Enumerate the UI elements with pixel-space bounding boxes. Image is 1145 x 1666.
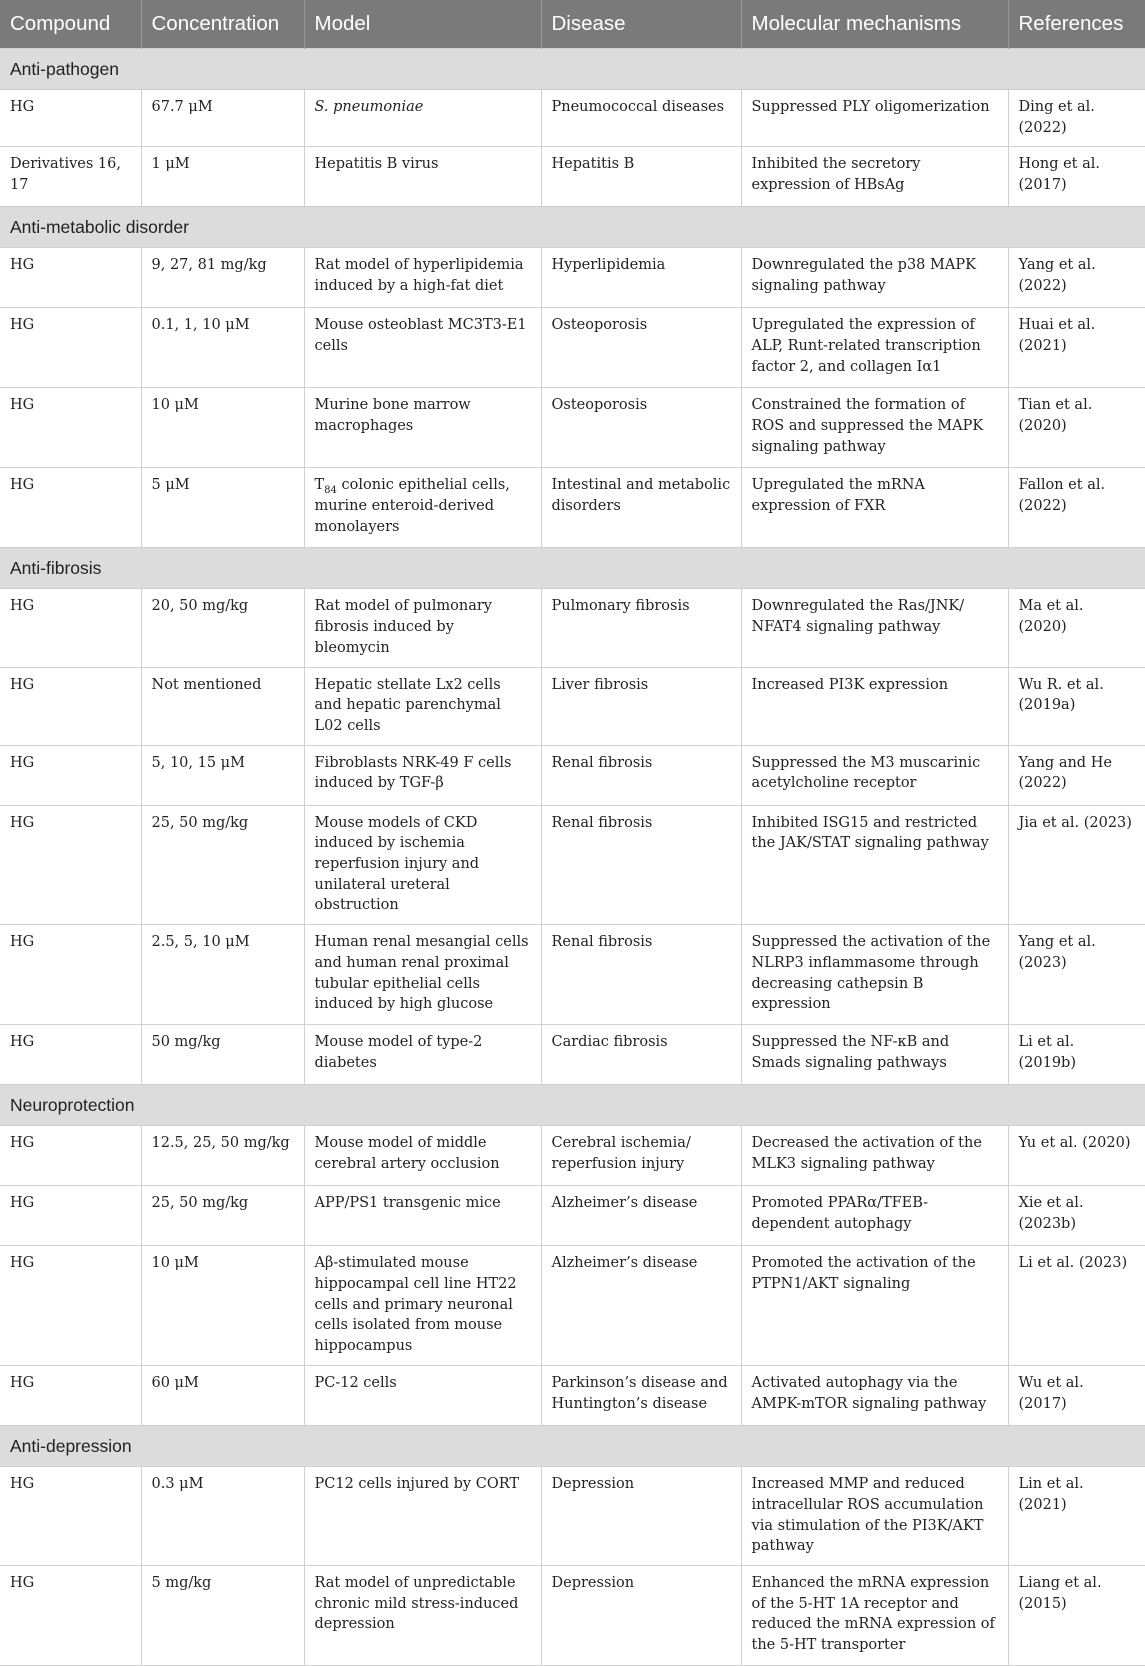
cell-reference: Li et al. (2023) (1008, 1246, 1145, 1366)
cell-reference: Liang et al. (2015) (1008, 1565, 1145, 1665)
cell-compound: HG (0, 90, 141, 147)
cell-model: Murine bone marrow macrophages (304, 388, 541, 468)
table-row (0, 925, 1145, 1025)
cell-mechanism: Enhanced the mRNA expression of the 5-HT 1A receptor and reduced the mRNA expression of the 5-HT transporter (741, 1565, 1008, 1665)
cell-reference: Jia et al. (2023) (1008, 805, 1145, 925)
cell-model: PC-12 cells (304, 1366, 541, 1426)
cell-model: Fibroblasts NRK-49 F cells induced by TGF-β (304, 745, 541, 805)
cell-compound: HG (0, 1025, 141, 1085)
table-row (0, 1565, 1145, 1665)
cell-compound: HG (0, 308, 141, 388)
cell-reference: Huai et al. (2021) (1008, 308, 1145, 388)
cell-reference: Yang et al. (2023) (1008, 925, 1145, 1025)
cell-compound: HG (0, 248, 141, 308)
section-label: Anti-pathogen (0, 49, 1145, 90)
cell-model: Human renal mesangial cells and human renal proximal tubular epithelial cells induced by high glucose (304, 925, 541, 1025)
cell-compound: HG (0, 805, 141, 925)
cell-reference: Wu R. et al. (2019a) (1008, 667, 1145, 745)
cell-model: S. pneumoniae (304, 90, 541, 147)
cell-compound: HG (0, 468, 141, 548)
table-row (0, 805, 1145, 925)
cell-concentration: 67.7 μM (141, 90, 304, 147)
cell-disease: Intestinal and metabolic disorders (541, 468, 741, 548)
cell-model: Mouse model of type-2 diabetes (304, 1025, 541, 1085)
cell-model: Hepatitis B virus (304, 147, 541, 207)
cell-compound: HG (0, 1366, 141, 1426)
cell-model: Rat model of hyperlipidemia induced by a high-fat diet (304, 248, 541, 308)
section-label: Anti-depression (0, 1426, 1145, 1467)
cell-disease: Hepatitis B (541, 147, 741, 207)
cell-concentration: 1 μM (141, 147, 304, 207)
cell-reference: Wu et al. (2017) (1008, 1366, 1145, 1426)
cell-model: APP/PS1 transgenic mice (304, 1186, 541, 1246)
table-row (0, 308, 1145, 388)
cell-disease: Renal fibrosis (541, 805, 741, 925)
cell-disease: Alzheimer’s disease (541, 1246, 741, 1366)
table-row (0, 1025, 1145, 1085)
cell-compound: HG (0, 745, 141, 805)
cell-compound: HG (0, 1186, 141, 1246)
cell-concentration: 12.5, 25, 50 mg/kg (141, 1126, 304, 1186)
cell-mechanism: Upregulated the expression of ALP, Runt-related transcription factor 2, and collagen Iα1 (741, 308, 1008, 388)
cell-concentration: 9, 27, 81 mg/kg (141, 248, 304, 308)
cell-disease: Depression (541, 1565, 741, 1665)
cell-reference: Xie et al. (2023b) (1008, 1186, 1145, 1246)
section-label: Anti-metabolic disorder (0, 207, 1145, 248)
cell-disease: Renal fibrosis (541, 925, 741, 1025)
cell-reference: Hong et al. (2017) (1008, 147, 1145, 207)
table-row (0, 468, 1145, 548)
header-mechanisms: Molecular mechanisms (741, 0, 1008, 49)
header-model: Model (304, 0, 541, 49)
cell-concentration: 25, 50 mg/kg (141, 1186, 304, 1246)
cell-concentration: 2.5, 5, 10 μM (141, 925, 304, 1025)
cell-model: Aβ-stimulated mouse hippocampal cell line HT22 cells and primary neuronal cells isolated from mouse hippocampus (304, 1246, 541, 1366)
section-row (0, 1426, 1145, 1467)
header-disease: Disease (541, 0, 741, 49)
cell-compound: HG (0, 925, 141, 1025)
header-concentration: Concentration (141, 0, 304, 49)
section-row (0, 548, 1145, 589)
header-compound: Compound (0, 0, 141, 49)
cell-reference: Fallon et al. (2022) (1008, 468, 1145, 548)
section-row (0, 1085, 1145, 1126)
cell-reference: Ma et al. (2020) (1008, 589, 1145, 667)
cell-concentration: 20, 50 mg/kg (141, 589, 304, 667)
cell-disease: Alzheimer’s disease (541, 1186, 741, 1246)
cell-mechanism: Activated autophagy via the AMPK-mTOR signaling pathway (741, 1366, 1008, 1426)
cell-mechanism: Inhibited the secretory expression of HBsAg (741, 147, 1008, 207)
cell-disease: Parkinson’s disease and Huntington’s disease (541, 1366, 741, 1426)
cell-model: PC12 cells injured by CORT (304, 1467, 541, 1566)
cell-mechanism: Increased MMP and reduced intracellular ROS accumulation via stimulation of the PI3K/AKT pathway (741, 1467, 1008, 1566)
cell-model: Rat model of pulmonary fibrosis induced by bleomycin (304, 589, 541, 667)
cell-reference: Lin et al. (2021) (1008, 1467, 1145, 1566)
cell-disease: Cardiac fibrosis (541, 1025, 741, 1085)
cell-concentration: 5, 10, 15 μM (141, 745, 304, 805)
cell-mechanism: Suppressed the M3 muscarinic acetylcholine receptor (741, 745, 1008, 805)
cell-compound: HG (0, 589, 141, 667)
cell-compound: HG (0, 1467, 141, 1566)
table-row (0, 1366, 1145, 1426)
section-row (0, 49, 1145, 90)
cell-model: Mouse models of CKD induced by ischemia reperfusion injury and unilateral ureteral obstruction (304, 805, 541, 925)
cell-concentration: 5 μM (141, 468, 304, 548)
cell-mechanism: Increased PI3K expression (741, 667, 1008, 745)
cell-disease: Depression (541, 1467, 741, 1566)
cell-disease: Osteoporosis (541, 308, 741, 388)
cell-reference: Yang et al. (2022) (1008, 248, 1145, 308)
cell-disease: Cerebral ischemia/ reperfusion injury (541, 1126, 741, 1186)
cell-compound: HG (0, 1565, 141, 1665)
cell-mechanism: Promoted PPARα/TFEB-dependent autophagy (741, 1186, 1008, 1246)
cell-concentration: 50 mg/kg (141, 1025, 304, 1085)
cell-concentration: 5 mg/kg (141, 1565, 304, 1665)
table-row (0, 1186, 1145, 1246)
cell-concentration: Not mentioned (141, 667, 304, 745)
cell-reference: Ding et al. (2022) (1008, 90, 1145, 147)
cell-concentration: 10 μM (141, 388, 304, 468)
header-row (0, 0, 1145, 49)
cell-compound: HG (0, 667, 141, 745)
cell-disease: Osteoporosis (541, 388, 741, 468)
cell-disease: Pneumococcal diseases (541, 90, 741, 147)
cell-mechanism: Downregulated the Ras/JNK/ NFAT4 signaling pathway (741, 589, 1008, 667)
cell-mechanism: Suppressed the NF-κB and Smads signaling pathways (741, 1025, 1008, 1085)
table-row (0, 90, 1145, 147)
cell-model: Mouse osteoblast MC3T3-E1 cells (304, 308, 541, 388)
table-row (0, 667, 1145, 745)
model-subscript: 84 (324, 485, 337, 497)
cell-reference: Yang and He (2022) (1008, 745, 1145, 805)
cell-model (304, 468, 541, 548)
cell-reference: Yu et al. (2020) (1008, 1126, 1145, 1186)
model-prefix: T (314, 477, 325, 494)
cell-disease: Renal fibrosis (541, 745, 741, 805)
table-row (0, 147, 1145, 207)
cell-mechanism: Decreased the activation of the MLK3 signaling pathway (741, 1126, 1008, 1186)
cell-model: Hepatic stellate Lx2 cells and hepatic parenchymal L02 cells (304, 667, 541, 745)
cell-mechanism: Suppressed the activation of the NLRP3 inflammasome through decreasing cathepsin B expression (741, 925, 1008, 1025)
section-row (0, 207, 1145, 248)
table-row (0, 589, 1145, 667)
cell-concentration: 60 μM (141, 1366, 304, 1426)
cell-compound: HG (0, 388, 141, 468)
table-row (0, 1246, 1145, 1366)
table-row (0, 248, 1145, 308)
cell-model: Mouse model of middle cerebral artery occlusion (304, 1126, 541, 1186)
cell-compound: HG (0, 1246, 141, 1366)
section-label: Neuroprotection (0, 1085, 1145, 1126)
section-label: Anti-fibrosis (0, 548, 1145, 589)
table-row (0, 745, 1145, 805)
cell-compound: HG (0, 1126, 141, 1186)
cell-mechanism: Upregulated the mRNA expression of FXR (741, 468, 1008, 548)
table-row (0, 1126, 1145, 1186)
cell-disease: Pulmonary fibrosis (541, 589, 741, 667)
cell-mechanism: Downregulated the p38 MAPK signaling pathway (741, 248, 1008, 308)
cell-mechanism: Promoted the activation of the PTPN1/AKT signaling (741, 1246, 1008, 1366)
cell-disease: Liver fibrosis (541, 667, 741, 745)
cell-concentration: 25, 50 mg/kg (141, 805, 304, 925)
cell-compound: Derivatives 16, 17 (0, 147, 141, 207)
cell-disease: Hyperlipidemia (541, 248, 741, 308)
header-references: References (1008, 0, 1145, 49)
table-row (0, 388, 1145, 468)
cell-concentration: 0.1, 1, 10 μM (141, 308, 304, 388)
model-rest: colonic epithelial cells, murine enteroid-derived monolayers (314, 477, 510, 535)
table-row (0, 1467, 1145, 1566)
cell-concentration: 10 μM (141, 1246, 304, 1366)
cell-mechanism: Constrained the formation of ROS and suppressed the MAPK signaling pathway (741, 388, 1008, 468)
cell-mechanism: Inhibited ISG15 and restricted the JAK/STAT signaling pathway (741, 805, 1008, 925)
cell-model: Rat model of unpredictable chronic mild stress-induced depression (304, 1565, 541, 1665)
cell-reference: Li et al. (2019b) (1008, 1025, 1145, 1085)
cell-concentration: 0.3 μM (141, 1467, 304, 1566)
cell-mechanism: Suppressed PLY oligomerization (741, 90, 1008, 147)
cell-reference: Tian et al. (2020) (1008, 388, 1145, 468)
